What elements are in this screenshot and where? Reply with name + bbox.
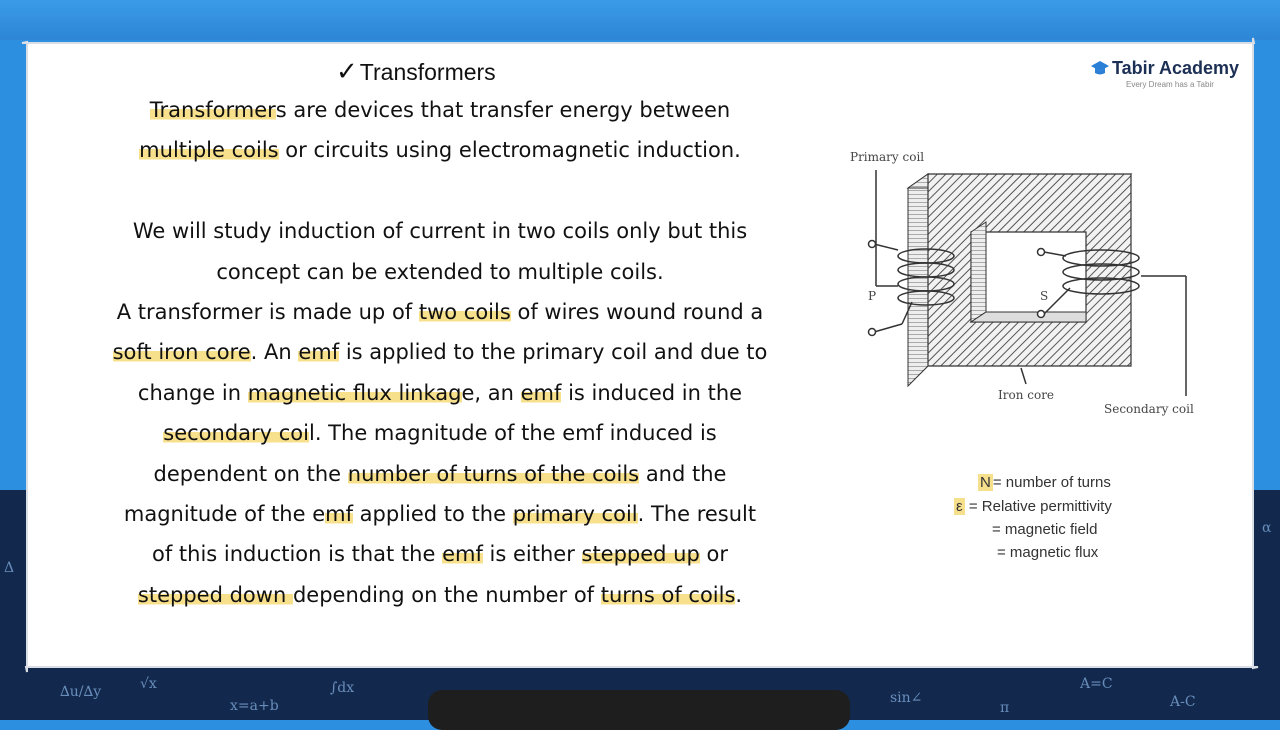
highlighted-phrase: emf [298,340,340,365]
transformer-diagram [846,146,1216,426]
text-segment: magnitude of the e [123,501,326,526]
doodle: ∫dx [330,680,355,696]
legend-row-flux [997,544,1098,561]
legend-text: = magnetic flux [997,544,1099,561]
highlighted-phrase: secondary coi [163,421,309,446]
text-segment: e, an [461,380,521,405]
legend-text: = Relative permittivity [964,498,1112,515]
doodle: A=C [1080,676,1113,692]
highlighted-phrase: emf [520,380,562,405]
highlighted-phrase: two coils [418,299,511,324]
doodle: α [1262,520,1272,536]
legend-text: = magnetic field [992,521,1098,538]
legend-symbol: N [980,474,991,491]
text-segment: applied to the [352,501,513,526]
brand-tagline: Every Dream has a Tabir [1126,80,1214,89]
transformer-drawing [846,146,1216,426]
brand-name: Tabir Academy [1112,58,1240,78]
text-segment: s are devices that transfer energy between [275,98,731,122]
highlighted-phrase: emf [442,542,483,567]
highlighted-phrase: Transformer [149,98,276,122]
slide-title [336,56,556,86]
text-line [40,211,840,251]
text-segment: is applied to the primary coil and due to [339,340,768,365]
text-segment: is either [482,542,582,567]
doodle: x=a+b [230,698,279,714]
text-line [40,413,840,453]
highlighted-phrase: soft iron core [112,340,251,365]
video-control-bar[interactable] [428,690,850,730]
text-segment: l. The magnitude of the emf induced is [309,421,717,446]
primary-coil-label: Primary coil [850,150,925,164]
text-segment: A transformer is made up of [116,299,419,324]
paragraph-gap [40,171,840,211]
slide-title-text: Transformers [359,59,496,85]
highlighted-phrase: magnetic flux linkag [247,380,462,405]
text-line [40,130,840,170]
highlighted-phrase: turns of coils [600,582,736,607]
terminal-dot [1038,249,1045,256]
text-line [40,494,840,534]
highlighted-phrase: mf [325,501,353,526]
iron-core-label: Iron core [998,388,1055,402]
highlighted-phrase: number of turns of the coils [347,461,640,486]
legend-row-epsilon [954,498,1112,515]
text-segment: dependent on the [153,461,348,486]
text-line [40,454,840,494]
terminal-dot [869,241,876,248]
text-segment: . An [250,340,299,365]
text-segment: . The result [637,501,757,526]
text-segment: depending on the number of [292,582,601,607]
text-line [40,292,840,332]
text-line [40,534,840,574]
doodle: π [1000,700,1010,716]
checkmark-icon: ✓ [336,56,358,86]
text-segment: or [699,542,728,567]
legend-row-field [992,521,1097,538]
text-line [40,575,840,615]
doodle: Δ [4,560,15,576]
p-label: P [868,289,877,303]
highlighted-phrase: stepped up [581,542,700,567]
text-segment: of wires wound round a [510,299,764,324]
terminal-dot [869,329,876,336]
text-line [40,373,840,413]
secondary-coil-label: Secondary coil [1104,402,1194,416]
legend-symbol: ε [956,498,963,515]
text-segment: change in [137,380,248,405]
brand-logo [1090,58,1260,94]
lesson-body-text [40,90,840,620]
legend-row-n [978,474,1111,491]
s-label: S [1040,289,1049,303]
text-segment: concept can be extended to multiple coils. [216,259,664,284]
symbol-legend [940,472,1180,572]
doodle: √x [140,676,157,692]
text-line [40,332,840,372]
legend-text: = number of turns [992,474,1111,491]
highlighted-phrase: primary coil [512,501,638,526]
text-line [40,90,840,130]
terminal-dot [1038,311,1045,318]
text-segment: is induced in the [561,380,743,405]
doodle: A-C [1170,694,1196,710]
text-segment: . [735,582,743,607]
highlighted-phrase: stepped down [137,582,293,607]
text-segment: of this induction is that the [152,542,443,567]
doodle: ∆u/∆y [60,684,102,700]
graduation-cap-icon [1090,58,1110,78]
doodle: sin∠ [890,690,923,706]
text-segment: or circuits using electromagnetic induction. [278,138,741,163]
text-segment: We will study induction of current in two coils only but this [132,219,748,244]
text-segment: and the [639,461,727,486]
text-line [40,252,840,292]
highlighted-phrase: multiple coils [139,138,279,163]
